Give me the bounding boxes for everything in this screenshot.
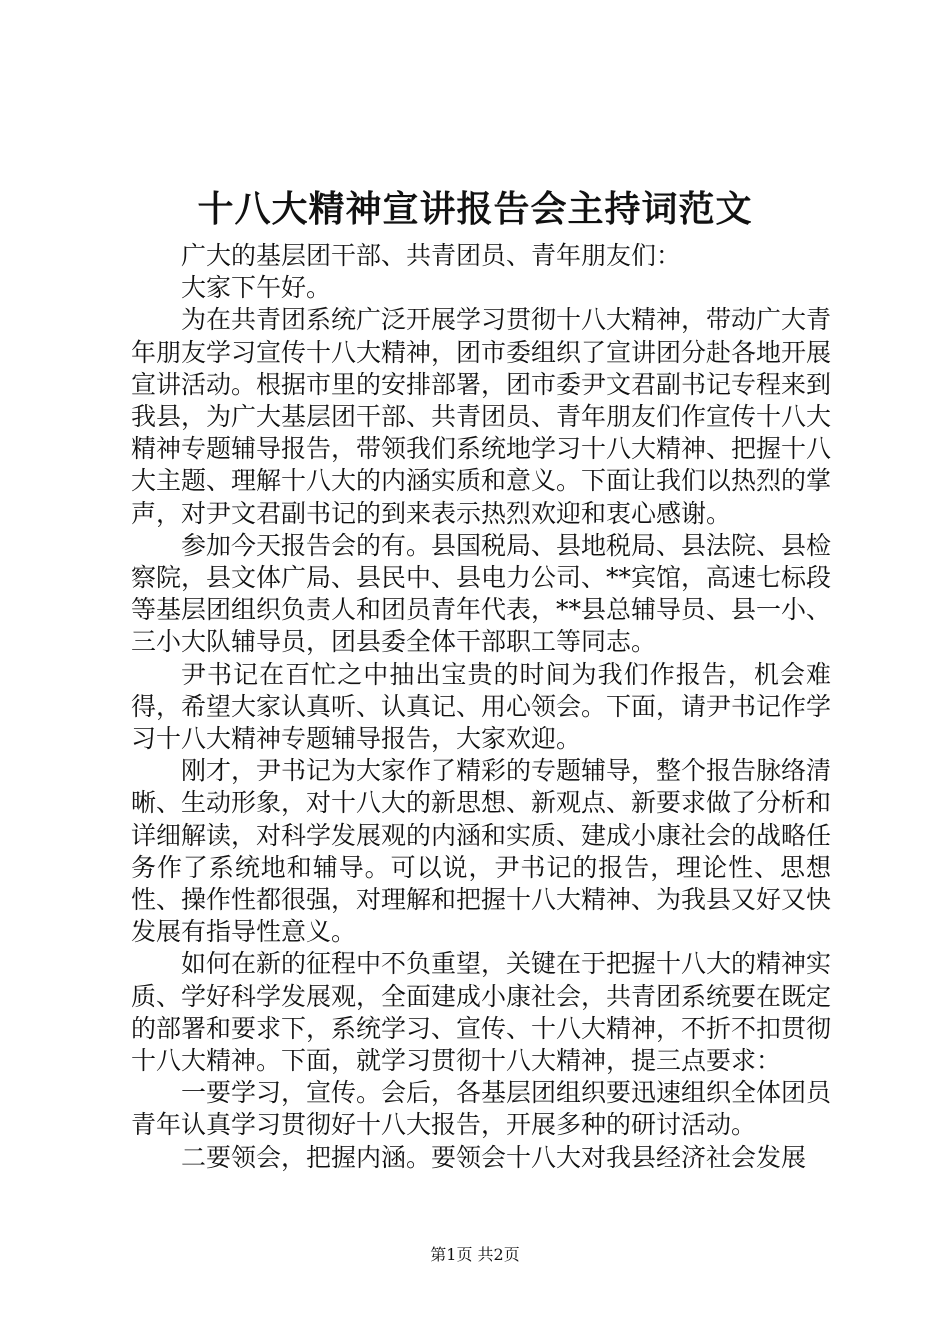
paragraph-requirement-one: 一要学习，宣传。会后，各基层团组织要迅速组织全体团员青年认真学习贯彻好十八大报告，开展多种的研讨活动。 [131, 1078, 832, 1140]
document-body [131, 240, 831, 1174]
paragraph-attendees: 参加今天报告会的有。县国税局、县地税局、县法院、县检察院，县文体广局、县民中、县电力公司、**宾馆，高速七标段等基层团组织负责人和团员青年代表，**县总辅导员、县一小、三小大队辅导员，团县委全体干部职工等同志。 [131, 530, 832, 657]
paragraph-invitation: 尹书记在百忙之中抽出宝贵的时间为我们作报告，机会难得，希望大家认真听、认真记、用心领会。下面，请尹书记作学习十八大精神专题辅导报告，大家欢迎。 [131, 659, 832, 754]
document-title: 十八大精神宣讲报告会主持词范文 [197, 189, 753, 230]
paragraph-introduction: 为在共青团系统广泛开展学习贯彻十八大精神，带动广大青年朋友学习宣传十八大精神，团市委组织了宣讲团分赴各地开展宣讲活动。根据市里的安排部署，团市委尹文君副书记专程来到我县，为广大基层团干部、共青团员、青年朋友们作宣传十八大精神专题辅导报告，带领我们系统地学习十八大精神、把握十八大主题、理解十八大的内涵实质和意义。下面让我们以热烈的掌声，对尹文君副书记的到来表示热烈欢迎和衷心感谢。 [131, 305, 832, 528]
page-footer [0, 1244, 950, 1266]
page-number-indicator: 第1页 共2页 [430, 1245, 520, 1264]
paragraph-greeting: 大家下午好。 [181, 273, 332, 303]
paragraph-requirement-two: 二要领会，把握内涵。要领会十八大对我县经济社会发展 [181, 1142, 807, 1172]
paragraph-summary: 刚才，尹书记为大家作了精彩的专题辅导，整个报告脉络清晰、生动形象，对十八大的新思想、新观点、新要求做了分析和详细解读，对科学发展观的内涵和实质、建成小康社会的战略任务作了系统地和辅导。可以说，尹书记的报告，理论性、思想性、操作性都很强，对理解和把握十八大精神、为我县又好又快发展有指导性意义。 [131, 756, 832, 947]
paragraph-salutation: 广大的基层团干部、共青团员、青年朋友们： [181, 241, 682, 270]
paragraph-requirements: 如何在新的征程中不负重望，关键在于把握十八大的精神实质、学好科学发展观，全面建成小康社会，共青团系统要在既定的部署和要求下，系统学习、宣传、十八大精神，不折不扣贯彻十八大精神。下面，就学习贯彻十八大精神，提三点要求： [131, 949, 832, 1076]
